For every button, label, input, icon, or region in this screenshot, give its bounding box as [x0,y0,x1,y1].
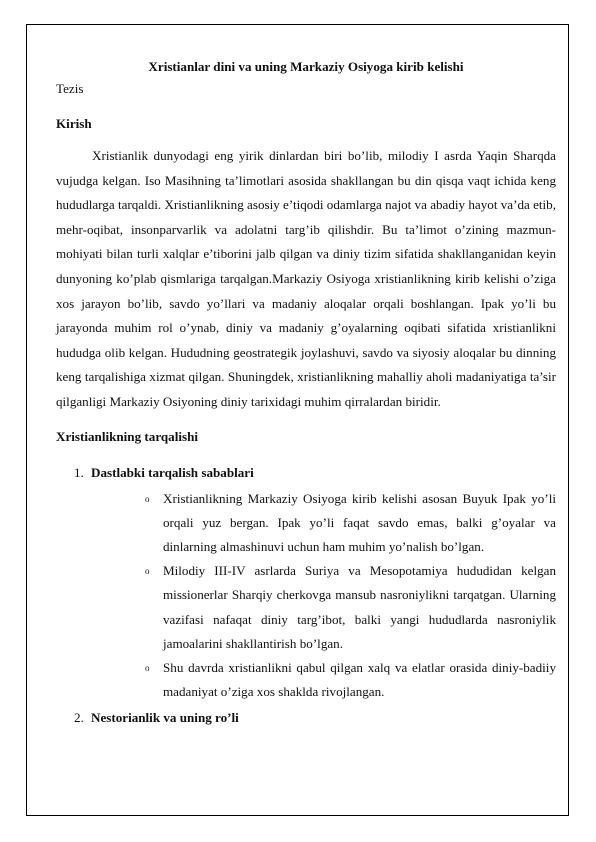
sub-list-item-text: Xristianlikning Markaziy Osiyoga kirib kelishi asosan Buyuk Ipak yo’li orqali yuz bergan. Ipak yo’li faqat savdo emas, balki g’oyalar va dinlarning almashinuvi uchun ham muhim yo’nalish bo’lgan. [163,490,556,554]
bullet-icon: o [145,662,150,673]
list-item-label: Dastlabki tarqalish sabablari [91,464,254,480]
bullet-icon: o [145,566,150,577]
list-item-label: Nestorianlik va uning ro’li [91,710,239,726]
intro-paragraph: Xristianlik dunyodagi eng yirik dinlardan biri bo’lib, milodiy I asrda Yaqin Sharqda vujudga kelgan. Iso Masihning ta’limotlari asosida shakllangan bu din qisqa vaqt ichida keng hududlarga tarqaldi. Xristianlikning asosiy e’tiqodi odamlarga najot va abadiy hayot va’da etib, mehr-oqibat, insonparvarlik va adolatni targ’ib qilishdir. Bu ta’limot o’zining mazmun-mohiyati bilan turli xalqlar e’tiborini jalb qilgan va diniy tizim sifatida shakllanganidan keyin dunyoning ko’plab qismlariga tarqalgan.Markaziy Osiyoga xristianlikning kirib kelishi o’ziga xos jarayon bo’lib, savdo yo’llari va madaniy aloqalar orqali boshlangan. Ipak yo’li bu jarayonda muhim rol o’ynab, diniy va madaniy g’oyalarning oqibati sifatida xristianlikni hududga olib kelgan. Hududning geostrategik joylashuvi, savdo va siyosiy aloqalar bu dinning keng tarqalishiga xizmat qilgan. Shuningdek, xristianlikning mahalliy aholi madaniyatiga ta’sir qilganligi Markaziy Osiyoning diniy tarixidagi muhim qirralardan biridir. [56,148,556,409]
sub-list-item [91,487,556,560]
document-body [56,56,556,728]
document-subtitle: Tezis [56,81,84,96]
sub-list-item-text: Shu davrda xristianlikni qabul qilgan xalq va elatlar orasida diniy-badiiy madaniyat o’ziga xos shaklda rivojlangan. [163,659,556,700]
section-heading: Xristianlikning tarqalishi [56,428,199,444]
list-item [56,708,556,728]
sub-list [91,487,556,705]
sub-list-item [91,559,556,656]
sub-list-item-text: Milodiy III-IV asrlarda Suriya va Mesopotamiya hududidan kelgan missionerlar Sharqiy cherkovga mansub nasroniylikni tarqatgan. Ularning vazifasi nafaqat diniy targ’ibot, balki yangi hududlarda nasroniylik jamoalarini shakllantirish bo’lgan. [163,563,556,651]
bullet-icon: o [145,493,150,504]
intro-heading: Kirish [56,116,92,131]
sub-list-item [91,656,556,704]
list-marker: 1. [74,464,84,480]
list-marker: 2. [74,710,84,726]
numbered-list [56,463,556,729]
list-item [56,463,556,705]
document-title: Xristianlar dini va uning Markaziy Osiyoga kirib kelishi [148,59,464,74]
